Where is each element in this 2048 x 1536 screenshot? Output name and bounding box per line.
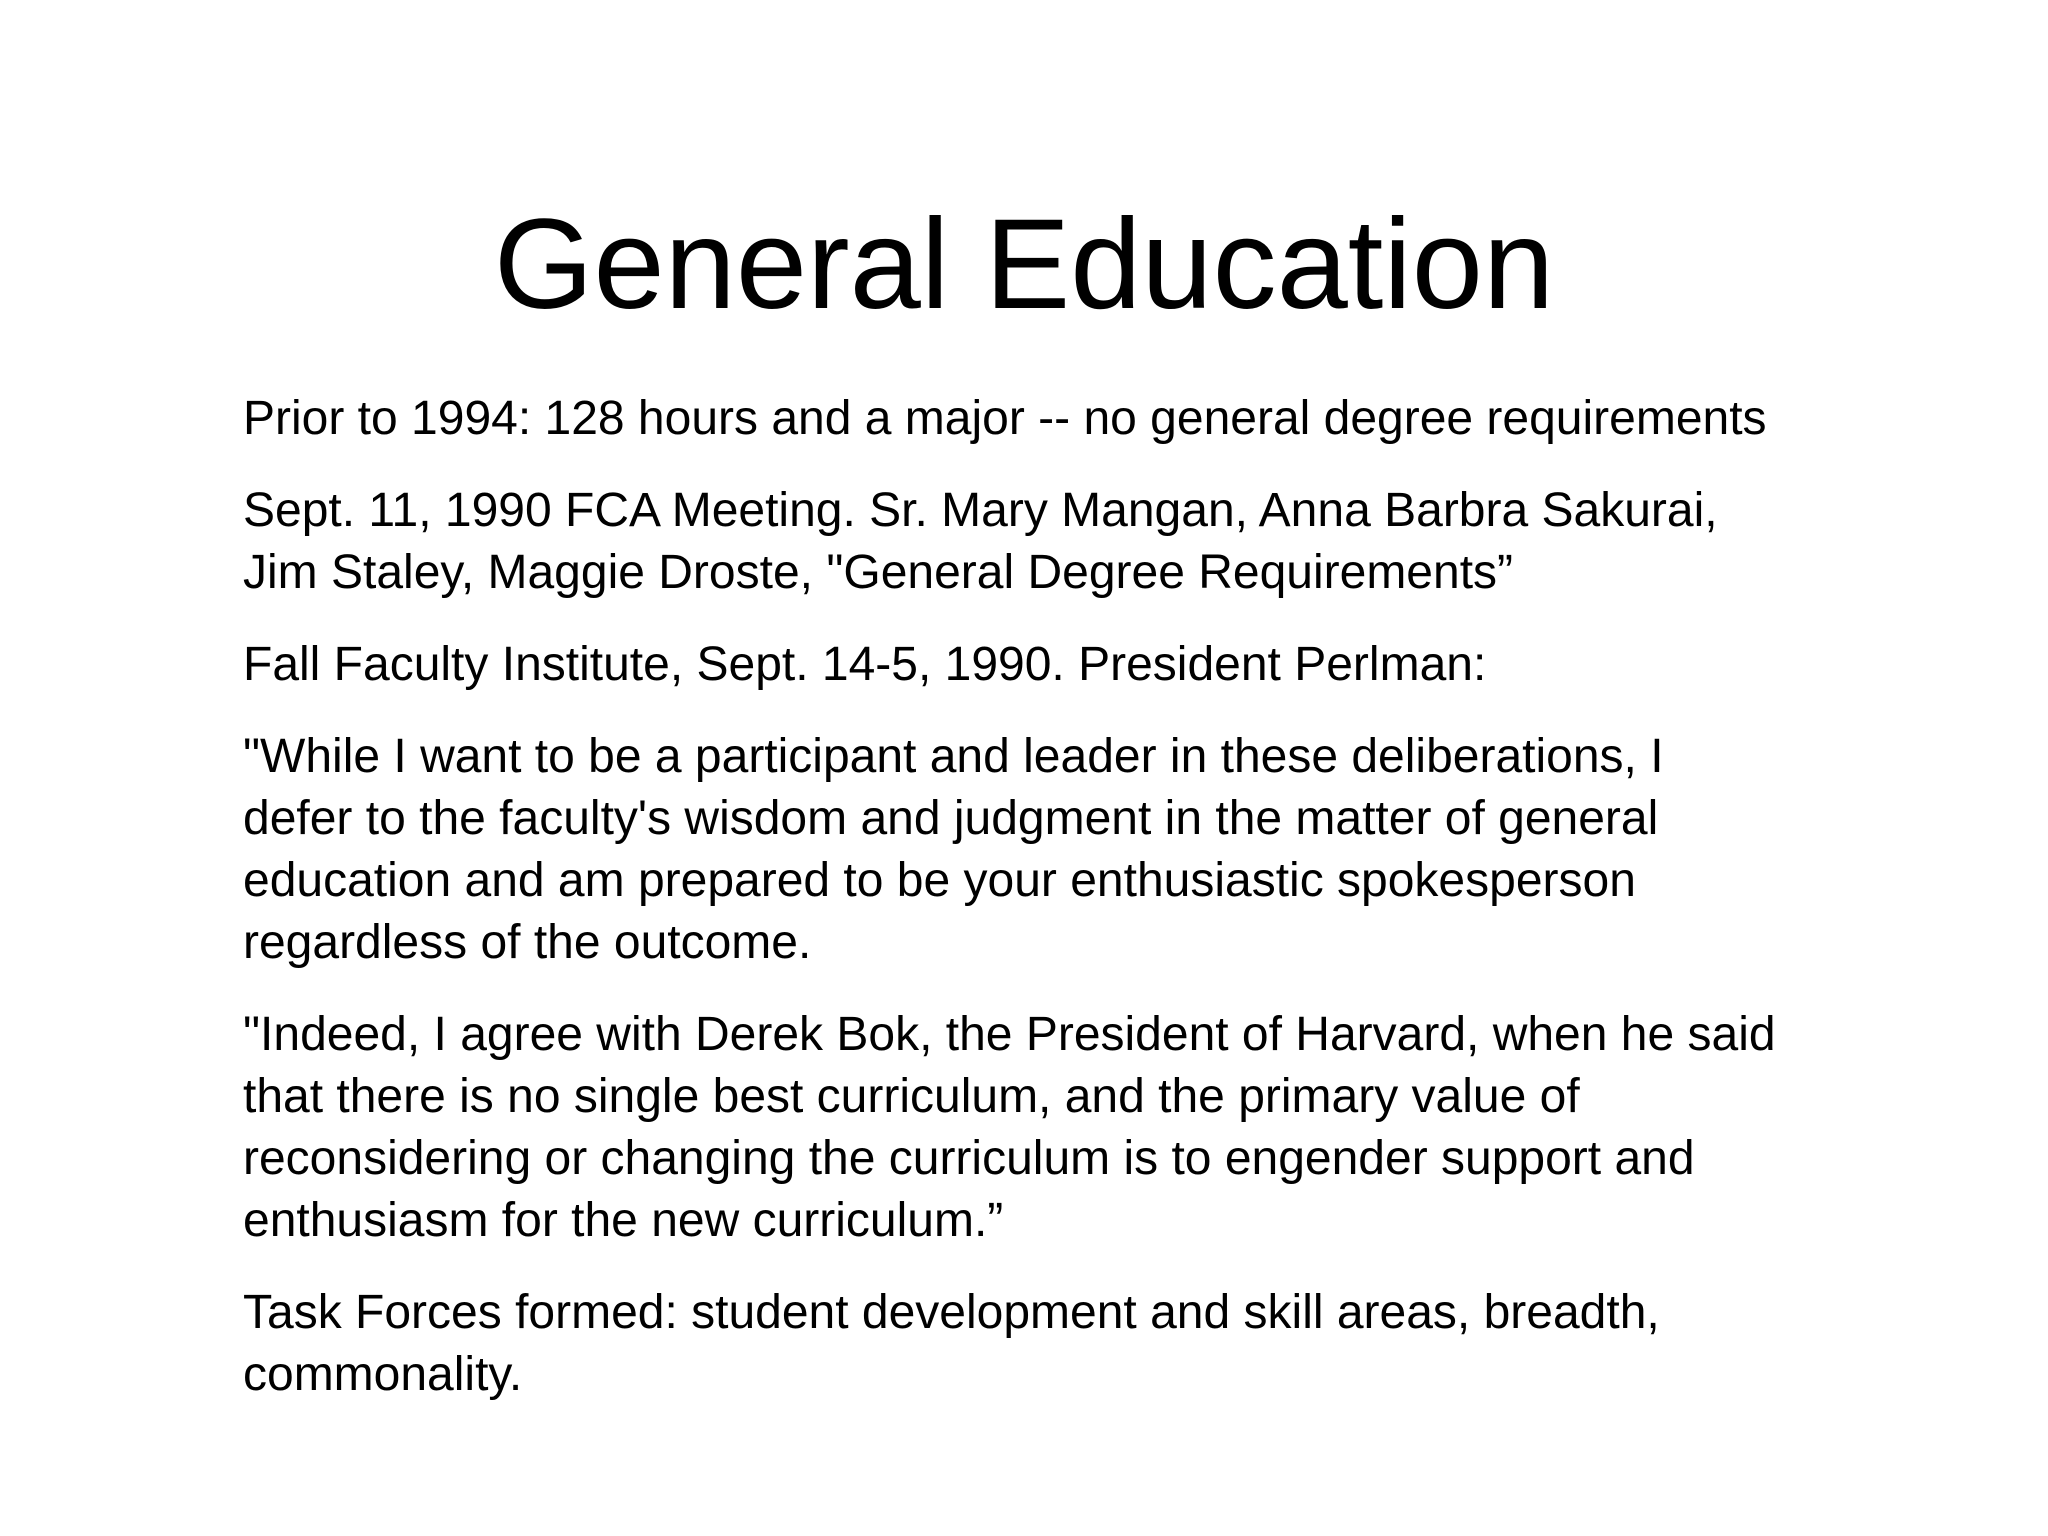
paragraph-fall-faculty-institute [243, 634, 1963, 696]
text-line: education and am prepared to be your enthusiastic spokesperson [243, 854, 1636, 907]
slide-body [243, 388, 1963, 1436]
paragraph-perlman-quote-1 [243, 726, 1963, 974]
text-line: Task Forces formed: student development and skill areas, breadth, [243, 1286, 1660, 1339]
text-line: defer to the faculty's wisdom and judgment in the matter of general [243, 792, 1659, 845]
text-line: that there is no single best curriculum, and the primary value of [243, 1070, 1580, 1123]
text-line: Sept. 11, 1990 FCA Meeting. Sr. Mary Mangan, Anna Barbra Sakurai, [243, 484, 1718, 537]
text-line: enthusiasm for the new curriculum.” [243, 1194, 1004, 1247]
text-line: Jim Staley, Maggie Droste, "General Degree Requirements” [243, 546, 1514, 599]
text-line: Prior to 1994: 128 hours and a major -- no general degree requirements [243, 392, 1767, 445]
paragraph-prior-to-1994 [243, 388, 1963, 450]
text-line: commonality. [243, 1348, 523, 1401]
text-line: "While I want to be a participant and leader in these deliberations, I [243, 730, 1664, 783]
paragraph-fca-meeting [243, 480, 1963, 604]
paragraph-perlman-quote-2 [243, 1004, 1963, 1252]
slide-title: General Education [493, 193, 1555, 336]
text-line: regardless of the outcome. [243, 916, 812, 969]
text-line: "Indeed, I agree with Derek Bok, the President of Harvard, when he said [243, 1008, 1776, 1061]
text-line: Fall Faculty Institute, Sept. 14-5, 1990. President Perlman: [243, 638, 1487, 691]
paragraph-task-forces [243, 1282, 1963, 1406]
text-line: reconsidering or changing the curriculum is to engender support and [243, 1132, 1695, 1185]
